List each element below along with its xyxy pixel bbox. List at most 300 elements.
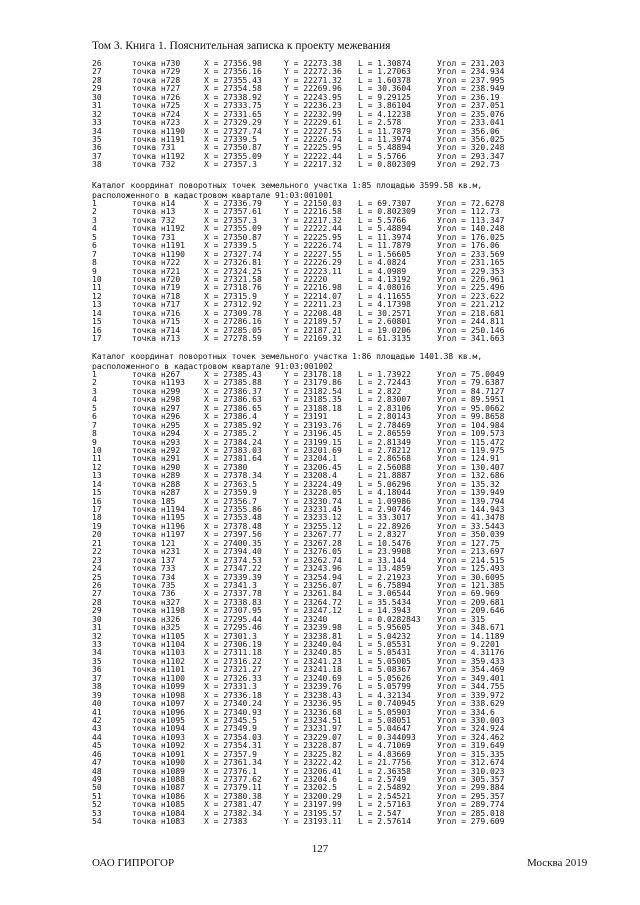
segment-length: L = 2.36358 [358,766,411,776]
direction-angle: Угол = 344.755 [437,682,505,692]
x-coordinate: X = 27400.35 [204,538,262,548]
point-number: 11 [92,283,102,293]
point-name: точка н1191 [132,134,185,144]
point-name: точка н719 [132,283,181,293]
x-coordinate: X = 27318.76 [204,283,262,293]
catalog-title-parcel-186 [92,352,562,371]
x-coordinate: X = 27386.37 [204,386,262,396]
y-coordinate: Y = 22271.32 [284,75,342,85]
segment-length: L = 4.32134 [358,690,411,700]
segment-length: L = 0.802309 [358,160,416,170]
point-number: 9 [92,437,97,447]
y-coordinate: Y = 22216.58 [284,207,342,217]
point-name: точка н1093 [132,732,185,742]
point-number: 31 [92,623,102,633]
point-number: 29 [92,84,102,94]
page-header: Том 3. Книга 1. Пояснительная записка к проекту межевания [92,40,391,52]
y-coordinate: Y = 22269.96 [284,84,342,94]
direction-angle: Угол = 324.462 [437,732,505,742]
point-name: точка н1100 [132,673,185,683]
x-coordinate: X = 27285.05 [204,325,262,335]
x-coordinate: X = 27324.25 [204,266,262,276]
y-coordinate: Y = 22216.98 [284,283,342,293]
segment-length: L = 2.60801 [358,317,411,327]
y-coordinate: Y = 23228.05 [284,488,342,498]
x-coordinate: X = 27376.1 [204,766,257,776]
direction-angle: Угол = 176.06 [437,241,500,251]
point-number: 6 [92,241,97,251]
point-number: 27 [92,67,102,77]
point-number: 7 [92,249,97,259]
x-coordinate: X = 27355.09 [204,224,262,234]
catalog-title-line2: расположенного в кадастровом квартале 91:03:001002 [92,361,333,371]
point-number: 37 [92,151,102,161]
segment-length: L = 4.0989 [358,266,407,276]
point-name: точка н299 [132,386,181,396]
direction-angle: Угол = 124.91 [437,454,500,464]
point-number: 6 [92,412,97,422]
x-coordinate: X = 27357.3 [204,160,257,170]
point-number: 47 [92,758,102,768]
point-name: точка н1105 [132,631,185,641]
point-number: 33 [92,118,102,128]
y-coordinate: Y = 23236.95 [284,699,342,709]
direction-angle: Угол = 121.385 [437,580,505,590]
point-number: 17 [92,334,102,343]
direction-angle: Угол = 135.32 [437,479,500,489]
segment-length: L = 1.56605 [358,249,411,259]
y-coordinate: Y = 23208.4 [284,471,337,481]
point-number: 19 [92,521,102,531]
direction-angle: Угол = 229.353 [437,266,505,276]
point-name: точка н727 [132,84,181,94]
point-name: точка н291 [132,454,181,464]
direction-angle: Угол = 72.6278 [437,199,505,208]
point-name: точка н1096 [132,707,185,717]
point-name: точка н326 [132,614,181,624]
direction-angle: Угол = 115.472 [437,437,505,447]
segment-length: L = 5.04647 [358,724,411,734]
point-number: 4 [92,224,97,234]
point-name: точка н292 [132,445,181,455]
point-name: точка н298 [132,395,181,405]
y-coordinate: Y = 23240.69 [284,673,342,683]
direction-angle: Угол = 289.774 [437,800,505,810]
x-coordinate: X = 27350.87 [204,143,262,153]
point-name: точка н1085 [132,800,185,810]
point-number: 49 [92,775,102,784]
direction-angle: Угол = 310.023 [437,766,505,776]
x-coordinate: X = 27349.9 [204,724,257,734]
catalog-title-parcel-185 [92,181,562,200]
point-number: 3 [92,386,97,396]
point-name: точка н1194 [132,505,185,514]
segment-length: L = 11.3974 [358,134,411,144]
segment-length: L = 6.75894 [358,580,411,590]
point-number: 37 [92,673,102,683]
y-coordinate: Y = 23202.5 [284,783,337,793]
segment-length: L = 4.0824 [358,258,407,268]
segment-length: L = 2.57163 [358,800,411,810]
point-name: точка н1092 [132,741,185,751]
point-number: 13 [92,471,102,481]
direction-angle: Угол = 69.969 [437,589,500,599]
point-name: точка 732 [132,215,176,225]
point-number: 51 [92,791,102,801]
y-coordinate: Y = 23191 [284,412,328,422]
point-name: точка н1083 [132,817,185,827]
point-number: 38 [92,160,102,170]
x-coordinate: X = 27357.61 [204,207,262,217]
direction-angle: Угол = 95.0662 [437,403,505,413]
direction-angle: Угол = 338.629 [437,699,505,709]
point-number: 35 [92,656,102,666]
x-coordinate: X = 27327.74 [204,126,262,136]
segment-length: L = 5.05531 [358,640,411,649]
y-coordinate: Y = 23254.94 [284,572,342,582]
direction-angle: Угол = 348.671 [437,623,505,633]
x-coordinate: X = 27397.56 [204,530,262,540]
direction-angle: Угол = 235.076 [437,109,505,119]
y-coordinate: Y = 23236.68 [284,707,342,717]
point-name: точка н716 [132,308,181,318]
x-coordinate: X = 27385.43 [204,370,262,379]
y-coordinate: Y = 23182.54 [284,386,342,396]
point-name: точка н1084 [132,808,185,818]
point-name: точка н730 [132,59,181,68]
y-coordinate: Y = 22220 [284,274,328,284]
point-name: точка н1195 [132,513,185,523]
y-coordinate: Y = 22222.44 [284,151,342,161]
x-coordinate: X = 27295.46 [204,623,262,633]
segment-length: L = 0.802309 [358,207,416,217]
direction-angle: Угол = 119.975 [437,445,505,455]
x-coordinate: X = 27336.18 [204,690,262,700]
segment-length: L = 13.4859 [358,564,411,574]
direction-angle: Угол = 213.697 [437,547,505,557]
segment-length: L = 2.5749 [358,775,407,784]
y-coordinate: Y = 23239.76 [284,682,342,692]
point-name: точка н13 [132,207,176,217]
direction-angle: Угол = 312.674 [437,758,505,768]
direction-angle: Угол = 295.357 [437,791,505,801]
x-coordinate: X = 27341.3 [204,580,257,590]
point-name: точка н1103 [132,648,185,658]
x-coordinate: X = 27385.88 [204,378,262,388]
segment-length: L = 3.06544 [358,589,411,599]
point-number: 7 [92,420,97,430]
segment-length: L = 2.81349 [358,437,411,447]
point-name: точка н715 [132,317,181,327]
direction-angle: Угол = 330.003 [437,715,505,725]
point-name: точка 732 [132,160,176,170]
direction-angle: Угол = 231.165 [437,258,505,268]
point-name: точка 185 [132,496,176,506]
segment-length: L = 5.95605 [358,623,411,633]
y-coordinate: Y = 22189.57 [284,317,342,327]
y-coordinate: Y = 23231.45 [284,505,342,514]
x-coordinate: X = 27355.43 [204,75,262,85]
direction-angle: Угол = 33.5443 [437,521,505,531]
direction-angle: Угол = 231.203 [437,59,505,68]
point-name: точка н1101 [132,665,185,675]
segment-length: L = 19.0206 [358,325,411,335]
direction-angle: Угол = 41.3478 [437,513,505,523]
y-coordinate: Y = 22225.95 [284,143,342,153]
segment-length: L = 10.5476 [358,538,411,548]
y-coordinate: Y = 23188.18 [284,403,342,413]
x-coordinate: X = 27301.3 [204,631,257,641]
y-coordinate: Y = 23185.35 [284,395,342,405]
point-name: точка н295 [132,420,181,430]
segment-length: L = 2.90746 [358,505,411,514]
point-number: 26 [92,59,102,68]
y-coordinate: Y = 23241.18 [284,665,342,675]
segment-length: L = 14.3943 [358,606,411,616]
point-number: 1 [92,199,97,208]
point-name: точка н1091 [132,749,185,759]
x-coordinate: X = 27357.9 [204,749,257,759]
point-number: 33 [92,640,102,649]
x-coordinate: X = 27329.29 [204,118,262,128]
point-number: 11 [92,454,102,464]
y-coordinate: Y = 23204.6 [284,775,337,784]
direction-angle: Угол = 354.469 [437,665,505,675]
x-coordinate: X = 27378.48 [204,521,262,531]
y-coordinate: Y = 22211.23 [284,300,342,310]
direction-angle: Угол = 84.7127 [437,386,505,396]
x-coordinate: X = 27333.75 [204,101,262,111]
y-coordinate: Y = 23230.74 [284,496,342,506]
direction-angle: Угол = 339.972 [437,690,505,700]
x-coordinate: X = 27386.65 [204,403,262,413]
point-name: точка н294 [132,429,181,439]
segment-length: L = 1.73922 [358,370,411,379]
x-coordinate: X = 27340.24 [204,699,262,709]
direction-angle: Угол = 113.347 [437,215,505,225]
direction-angle: Угол = 234.934 [437,67,505,77]
direction-angle: Угол = 305.357 [437,775,505,784]
point-name: точка н721 [132,266,181,276]
x-coordinate: X = 27337.78 [204,589,262,599]
point-name: точка н267 [132,370,181,379]
direction-angle: Угол = 233.041 [437,118,505,128]
x-coordinate: X = 27356.7 [204,496,257,506]
point-name: точка 733 [132,564,176,574]
point-name: точка н327 [132,597,181,607]
segment-length: L = 69.7307 [358,199,411,208]
point-number: 26 [92,580,102,590]
point-number: 8 [92,429,97,439]
x-coordinate: X = 27354.58 [204,84,262,94]
segment-length: L = 4.18044 [358,488,411,498]
segment-length: L = 2.83007 [358,395,411,405]
point-number: 15 [92,488,102,498]
point-number: 32 [92,631,102,641]
direction-angle: Угол = 127.75 [437,538,500,548]
segment-length: L = 0.0282843 [358,614,421,624]
x-coordinate: X = 27379.11 [204,783,262,793]
direction-angle: Угол = 341.663 [437,334,505,343]
segment-length: L = 3.86104 [358,101,411,111]
segment-length: L = 4.71069 [358,741,411,751]
direction-angle: Угол = 89.5951 [437,395,505,405]
direction-angle: Угол = 237.051 [437,101,505,111]
y-coordinate: Y = 23204.1 [284,454,337,464]
x-coordinate: X = 27384.24 [204,437,262,447]
x-coordinate: X = 27356.98 [204,59,262,68]
point-name: точка 137 [132,555,176,565]
point-number: 25 [92,572,102,582]
x-coordinate: X = 27347.22 [204,564,262,574]
direction-angle: Угол = 214.515 [437,555,505,565]
point-name: точка 731 [132,232,176,242]
segment-length: L = 22.8926 [358,521,411,531]
point-name: точка н1196 [132,521,185,531]
y-coordinate: Y = 23239.98 [284,623,342,633]
direction-angle: Угол = 75.0049 [437,370,505,379]
y-coordinate: Y = 23240.85 [284,648,342,658]
point-number: 50 [92,783,102,793]
segment-length: L = 2.54521 [358,791,411,801]
y-coordinate: Y = 23243.96 [284,564,342,574]
direction-angle: Угол = 14.1189 [437,631,505,641]
y-coordinate: Y = 23231.97 [284,724,342,734]
y-coordinate: Y = 23247.12 [284,606,342,616]
direction-angle: Угол = 238.949 [437,84,505,94]
y-coordinate: Y = 22227.55 [284,249,342,259]
y-coordinate: Y = 22187.21 [284,325,342,335]
x-coordinate: X = 27331.65 [204,109,262,119]
x-coordinate: X = 27380.38 [204,791,262,801]
x-coordinate: X = 27312.92 [204,300,262,310]
segment-length: L = 2.78212 [358,445,411,455]
segment-length: L = 1.60378 [358,75,411,85]
point-name: точка 736 [132,589,176,599]
point-name: точка 731 [132,143,176,153]
x-coordinate: X = 27309.78 [204,308,262,318]
x-coordinate: X = 27378.34 [204,471,262,481]
direction-angle: Угол = 299.884 [437,783,505,793]
direction-angle: Угол = 356.025 [437,134,505,144]
direction-angle: Угол = 226.961 [437,274,505,284]
direction-angle: Угол = 139.949 [437,488,505,498]
point-name: точка н1099 [132,682,185,692]
point-name: точка н718 [132,291,181,301]
x-coordinate: X = 27307.95 [204,606,262,616]
point-name: точка н1089 [132,766,185,776]
segment-length: L = 5.48894 [358,224,411,234]
y-coordinate: Y = 23255.12 [284,521,342,531]
y-coordinate: Y = 22217.32 [284,215,342,225]
point-name: точка н722 [132,258,181,268]
point-name: точка н720 [132,274,181,284]
direction-angle: Угол = 140.248 [437,224,505,234]
y-coordinate: Y = 23240 [284,614,328,624]
point-number: 22 [92,547,102,557]
segment-length: L = 1.27063 [358,67,411,77]
direction-angle: Угол = 233.569 [437,249,505,259]
x-coordinate: X = 27321.58 [204,274,262,284]
y-coordinate: Y = 22223.11 [284,266,342,276]
direction-angle: Угол = 109.573 [437,429,505,439]
point-number: 46 [92,749,102,759]
x-coordinate: X = 27381.47 [204,800,262,810]
segment-length: L = 0.740945 [358,699,416,709]
segment-length: L = 30.3604 [358,84,411,94]
x-coordinate: X = 27383.03 [204,445,262,455]
direction-angle: Угол = 225.496 [437,283,505,293]
y-coordinate: Y = 22273.38 [284,59,342,68]
direction-angle: Угол = 315 [437,614,486,624]
point-number: 35 [92,134,102,144]
y-coordinate: Y = 23240.04 [284,640,342,649]
point-name: точка н293 [132,437,181,447]
point-name: точка н1086 [132,791,185,801]
direction-angle: Угол = 250.146 [437,325,505,335]
y-coordinate: Y = 23233.12 [284,513,342,523]
point-name: точка н1087 [132,783,185,793]
x-coordinate: X = 27380 [204,462,248,472]
direction-angle: Угол = 293.347 [437,151,505,161]
x-coordinate: X = 27339.5 [204,134,257,144]
point-number: 30 [92,92,102,102]
y-coordinate: Y = 23264.72 [284,597,342,607]
y-coordinate: Y = 23224.49 [284,479,342,489]
direction-angle: Угол = 209.646 [437,606,505,616]
direction-angle: Угол = 315.335 [437,749,505,759]
direction-angle: Угол = 209.681 [437,597,505,607]
x-coordinate: X = 27386.4 [204,412,257,422]
y-coordinate: Y = 23276.05 [284,547,342,557]
point-number: 14 [92,308,102,318]
segment-length: L = 2.78469 [358,420,411,430]
point-number: 28 [92,75,102,85]
segment-length: L = 2.822 [358,386,402,396]
y-coordinate: Y = 23199.15 [284,437,342,447]
point-name: точка н1090 [132,758,185,768]
point-name: точка н729 [132,67,181,77]
y-coordinate: Y = 22226.74 [284,134,342,144]
point-name: точка н296 [132,412,181,422]
x-coordinate: X = 27306.19 [204,640,262,649]
page-number: 127 [311,843,329,855]
direction-angle: Угол = 139.794 [437,496,505,506]
x-coordinate: X = 27331.3 [204,682,257,692]
point-name: точка 734 [132,572,176,582]
coordinate-table-parcel-185 [92,200,562,343]
point-name: точка н1104 [132,640,185,649]
segment-length: L = 1.30874 [358,59,411,68]
y-coordinate: Y = 22217.32 [284,160,342,170]
y-coordinate: Y = 23267.28 [284,538,342,548]
direction-angle: Угол = 356.06 [437,126,500,136]
y-coordinate: Y = 23206.45 [284,462,342,472]
point-name: точка н288 [132,479,181,489]
segment-length: L = 2.56088 [358,462,411,472]
point-number: 48 [92,766,102,776]
point-number: 13 [92,300,102,310]
segment-length: L = 2.578 [358,118,402,128]
x-coordinate: X = 27355.86 [204,505,262,514]
point-name: точка н1098 [132,690,185,700]
x-coordinate: X = 27327.74 [204,249,262,259]
point-number: 20 [92,530,102,540]
y-coordinate: Y = 22226.74 [284,241,342,251]
point-number: 34 [92,126,102,136]
point-name: точка н1193 [132,378,185,388]
y-coordinate: Y = 23256.07 [284,580,342,590]
